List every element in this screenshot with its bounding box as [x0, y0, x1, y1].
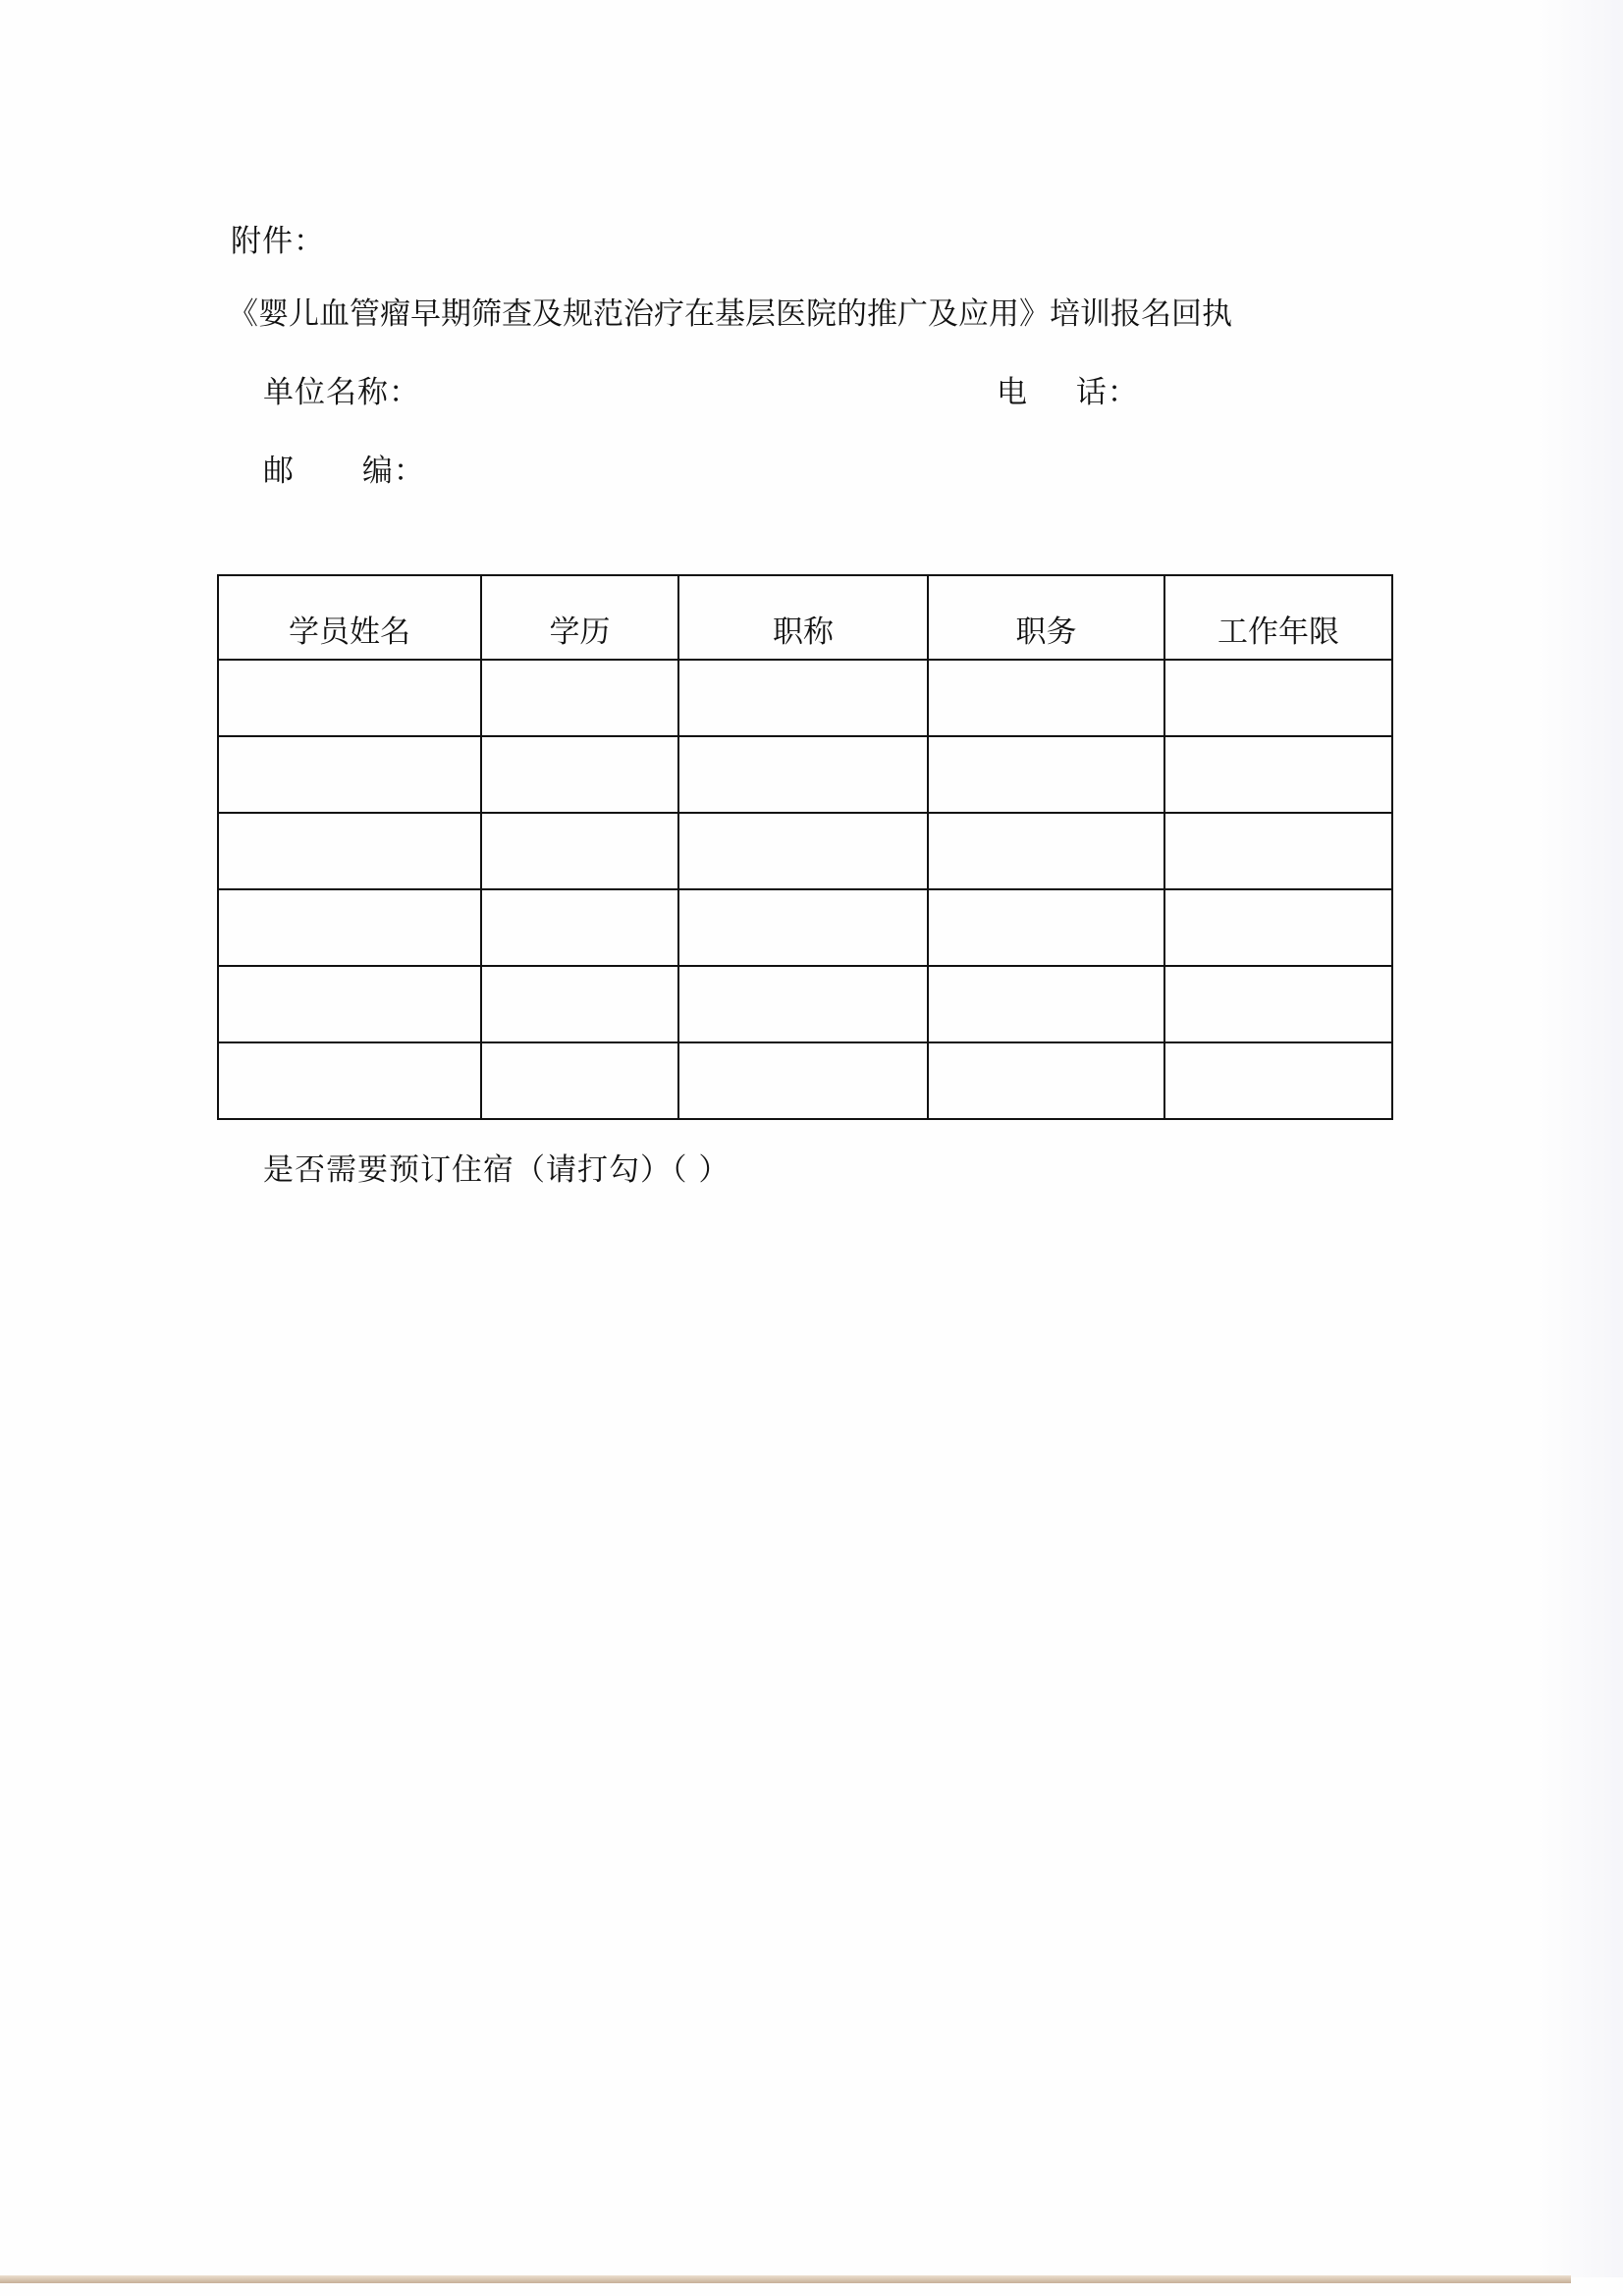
cell-name[interactable] [218, 736, 481, 813]
header-education: 学历 [481, 575, 678, 660]
registration-table [217, 574, 1393, 1120]
header-name: 学员姓名 [218, 575, 481, 660]
table-row [218, 966, 1392, 1042]
header-position: 职务 [928, 575, 1164, 660]
cell-education[interactable] [481, 889, 678, 966]
cell-position[interactable] [928, 1042, 1164, 1119]
cell-title[interactable] [678, 966, 928, 1042]
cell-years[interactable] [1164, 1042, 1392, 1119]
cell-name[interactable] [218, 1042, 481, 1119]
unit-name-label: 单位名称： [263, 375, 420, 410]
cell-name[interactable] [218, 889, 481, 966]
lodging-question: 是否需要预订住宿（请打勾）（ ） [263, 1152, 730, 1188]
phone-label: 电 话： [997, 375, 1139, 410]
cell-education[interactable] [481, 736, 678, 813]
document-title: 《婴儿血管瘤早期筛查及规范治疗在基层医院的推广及应用》培训报名回执 [228, 296, 1232, 332]
table-row [218, 660, 1392, 736]
cell-title[interactable] [678, 1042, 928, 1119]
cell-position[interactable] [928, 736, 1164, 813]
scan-shadow [1535, 0, 1623, 2277]
cell-name[interactable] [218, 966, 481, 1042]
table-header-row [218, 575, 1392, 660]
cell-education[interactable] [481, 813, 678, 889]
cell-position[interactable] [928, 660, 1164, 736]
cell-title[interactable] [678, 813, 928, 889]
cell-education[interactable] [481, 660, 678, 736]
cell-years[interactable] [1164, 966, 1392, 1042]
cell-position[interactable] [928, 889, 1164, 966]
cell-name[interactable] [218, 660, 481, 736]
cell-title[interactable] [678, 736, 928, 813]
cell-name[interactable] [218, 813, 481, 889]
cell-years[interactable] [1164, 736, 1392, 813]
cell-years[interactable] [1164, 660, 1392, 736]
cell-education[interactable] [481, 966, 678, 1042]
header-title: 职称 [678, 575, 928, 660]
page-bottom-edge [0, 2275, 1571, 2283]
cell-years[interactable] [1164, 889, 1392, 966]
cell-years[interactable] [1164, 813, 1392, 889]
cell-title[interactable] [678, 889, 928, 966]
table-row [218, 813, 1392, 889]
zip-label: 邮 编： [263, 454, 425, 489]
cell-position[interactable] [928, 813, 1164, 889]
attachment-label: 附件： [231, 224, 325, 259]
table-row [218, 736, 1392, 813]
cell-education[interactable] [481, 1042, 678, 1119]
cell-title[interactable] [678, 660, 928, 736]
table-row [218, 889, 1392, 966]
cell-position[interactable] [928, 966, 1164, 1042]
table-row [218, 1042, 1392, 1119]
header-years: 工作年限 [1164, 575, 1392, 660]
